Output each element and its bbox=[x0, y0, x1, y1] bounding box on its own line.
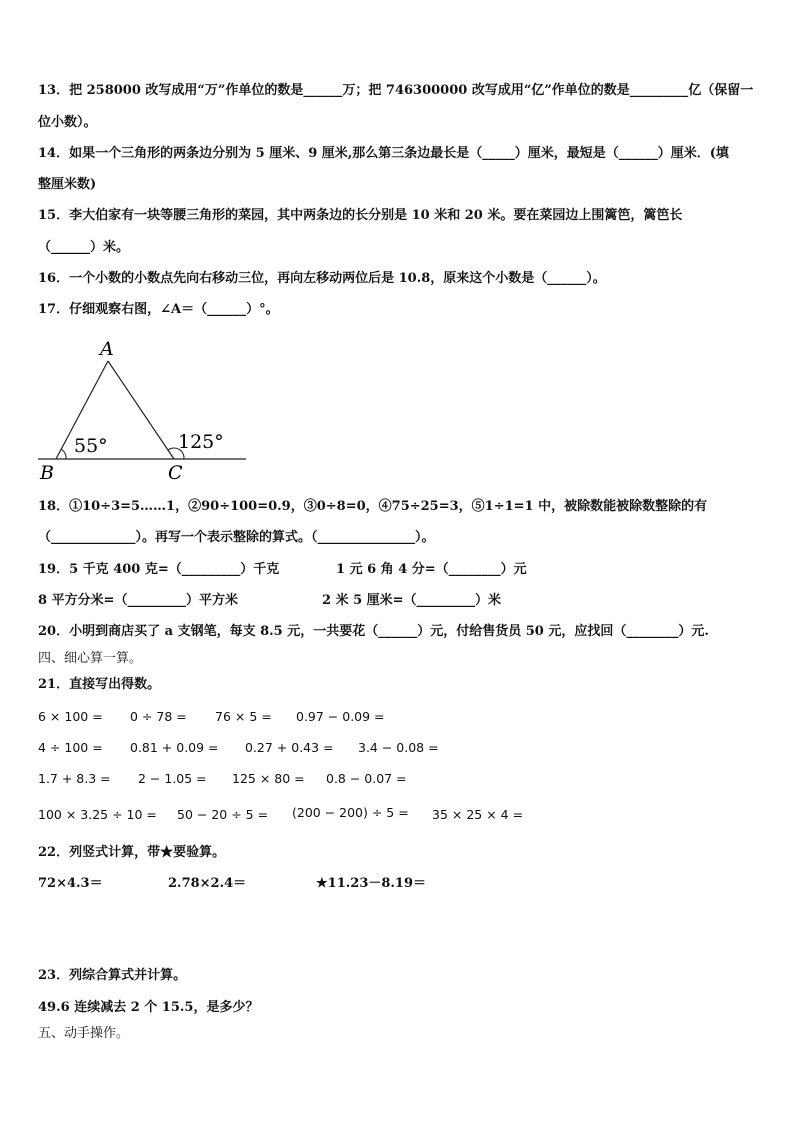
vertex-b-label: B bbox=[40, 462, 54, 484]
question-21-title: 21．直接写出得数。 bbox=[38, 677, 161, 692]
calc-r4-c4: 35 × 25 × 4 = bbox=[432, 807, 524, 822]
calc-r1-c1: 6 × 100 = bbox=[38, 709, 103, 724]
question-14-line-1: 14．如果一个三角形的两条边分别为 5 厘米、9 厘米,那么第三条边最长是（_____）厘米，最短是（______）厘米．(填 bbox=[38, 146, 729, 161]
question-19-c: 8 平方分米=（_________）平方米 bbox=[38, 593, 238, 608]
calc-r3-c3: 125 × 80 = bbox=[232, 771, 305, 786]
calc-r3-c1: 1.7 + 8.3 = bbox=[38, 771, 111, 786]
calc-r2-c4: 3.4 − 0.08 = bbox=[358, 740, 439, 755]
vertex-c-label: C bbox=[168, 462, 183, 484]
question-16: 16．一个小数的小数点先向右移动三位，再向左移动两位后是 10.8，原来这个小数是（______）。 bbox=[38, 271, 606, 286]
question-19-b: 1 元 6 角 4 分=（________）元 bbox=[336, 562, 527, 577]
question-15-line-1: 15．李大伯家有一块等腰三角形的菜园，其中两条边的长分别是 10 米和 20 米。要在菜园边上围篱笆，篱笆长 bbox=[38, 208, 683, 223]
section-5-title: 五、动手操作。 bbox=[38, 1026, 130, 1041]
question-19-d: 2 米 5 厘米=（_________）米 bbox=[322, 593, 502, 608]
calc-r4-c3: (200 − 200) ÷ 5 = bbox=[292, 805, 409, 820]
question-23-title: 23．列综合算式并计算。 bbox=[38, 968, 187, 983]
question-18-line-2: （_____________）。再写一个表示整除的算式。（_______________）。 bbox=[38, 530, 435, 545]
question-22-item-2: 2.78×2.4＝ bbox=[168, 876, 247, 891]
calc-r1-c2: 0 ÷ 78 = bbox=[130, 709, 187, 724]
question-13-line-1: 13．把 258000 改写成用“万”作单位的数是______万；把 746300000 改写成用“亿”作单位的数是_________亿（保留一 bbox=[38, 83, 754, 98]
question-17: 17．仔细观察右图，∠A＝（______）°。 bbox=[38, 302, 279, 317]
angle-b-arc bbox=[61, 449, 66, 459]
question-15-line-2: （______）米。 bbox=[38, 240, 130, 255]
question-14-line-2: 整厘米数) bbox=[38, 177, 97, 192]
question-23-text: 49.6 连续减去 2 个 15.5，是多少？ bbox=[38, 1000, 259, 1015]
question-13-line-2: 位小数）。 bbox=[38, 115, 97, 130]
side-ac bbox=[108, 361, 174, 459]
calc-r2-c3: 0.27 + 0.43 = bbox=[245, 740, 334, 755]
angle-b-value: 55° bbox=[74, 435, 108, 457]
calc-r3-c4: 0.8 − 0.07 = bbox=[326, 771, 407, 786]
calc-r4-c1: 100 × 3.25 ÷ 10 = bbox=[38, 807, 157, 822]
calc-r2-c2: 0.81 + 0.09 = bbox=[130, 740, 219, 755]
calc-r1-c4: 0.97 − 0.09 = bbox=[296, 709, 385, 724]
vertex-a-label: A bbox=[100, 338, 114, 360]
calc-r4-c2: 50 − 20 ÷ 5 = bbox=[177, 807, 269, 822]
question-22-item-3: ★11.23－8.19＝ bbox=[316, 876, 427, 891]
calc-r2-c1: 4 ÷ 100 = bbox=[38, 740, 103, 755]
question-18-line-1: 18．①10÷3=5……1，②90÷100=0.9，③0÷8=0，④75÷25=3，⑤1÷1=1 中，被除数能被除数整除的有 bbox=[38, 499, 708, 514]
calc-r1-c3: 76 × 5 = bbox=[215, 709, 272, 724]
question-20: 20．小明到商店买了 a 支钢笔，每支 8.5 元，一共要花（______）元，付给售货员 50 元，应找回（________）元. bbox=[38, 624, 709, 639]
triangle-figure bbox=[38, 335, 258, 485]
angle-c-value: 125° bbox=[178, 431, 224, 453]
question-19-a: 19．5 千克 400 克=（_________）千克 bbox=[38, 562, 280, 577]
question-22-title: 22．列竖式计算，带★要验算。 bbox=[38, 845, 226, 860]
section-4-title: 四、细心算一算。 bbox=[38, 651, 143, 666]
question-22-item-1: 72×4.3＝ bbox=[38, 876, 103, 891]
calc-r3-c2: 2 − 1.05 = bbox=[138, 771, 207, 786]
